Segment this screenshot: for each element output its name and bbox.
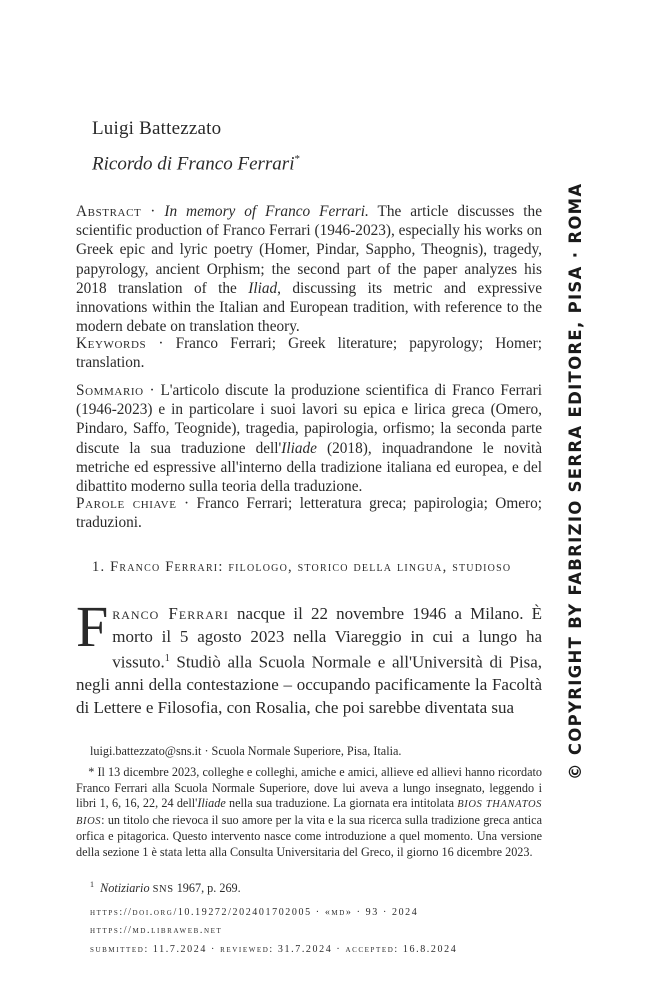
sommario-label: Sommario: [76, 382, 144, 399]
author-name: Luigi Battezzato: [92, 118, 222, 139]
copyright-text: © COPYRIGHT BY FABRIZIO SERRA EDITORE, PISA · ROMA: [566, 182, 585, 780]
body-name: ranco Ferrari: [112, 604, 229, 623]
copyright-sidebar: [566, 182, 594, 780]
drop-cap: F: [76, 594, 109, 659]
parole-chiave-label: Parole chiave: [76, 495, 177, 512]
footnote-1: $^1$ Notiziario SNS 1967, p. 269.: [90, 880, 241, 896]
journal-url[interactable]: https://md.libraweb.net: [90, 925, 223, 936]
keywords-paragraph: Keywords · Franco Ferrari; Greek literature; papyrology; Homer; translation.: [76, 335, 542, 372]
footnote-star: * Il 13 dicembre 2023, colleghe e colleghi, amiche e amici, allieve ed allievi hanno ricordato Franco Ferrari alla Scuola Normale Superiore, dove lui aveva a lungo insegnato, leggendo i libri 1, 6, 16, 22, 24 dell'Iliade nella sua traduzione. La giornata era intitolata BIOS THANATOS BIOS: un titolo che rievoca il suo amore per la vita e la sua ricerca sulla tradizione greca antica orfica e pitagorica. Questo intervento nasce come introduzione a quel momento. Una versione della sezione 1 è stata letta alla Consulta Universitaria del Greco, il giorno 16 dicembre 2023.: [76, 765, 542, 859]
abstract-title: In memory of Franco Ferrari.: [164, 203, 369, 220]
title-footnote-mark[interactable]: *: [294, 153, 300, 165]
abstract-label: Abstract: [76, 203, 142, 220]
doi-line[interactable]: https://doi.org/10.19272/202401702005 · «md» · 93 · 2024: [90, 907, 419, 918]
article-title: Ricordo di Franco Ferrari*: [92, 153, 300, 175]
keywords-label: Keywords: [76, 335, 147, 352]
dates-line: submitted: 11.7.2024 · reviewed: 31.7.2024 · accepted: 16.8.2024: [90, 944, 458, 955]
section-number: 1.: [92, 559, 106, 575]
section-heading: 1. Franco Ferrari: filologo, storico della lingua, studioso: [92, 559, 512, 575]
abstract-paragraph: Abstract · In memory of Franco Ferrari. The article discusses the scientific production of Franco Ferrari (1946-2023), especially his works on Greek epic and lyric poetry (Homer, Pindar, Sappho, Theognis), tragedy, papyrology, ancient Orphism; the second part of the paper analyzes his 2018 translation of the Iliad, discussing its metric and expressive innovations within the Italian and European tradition, with reference to the modern debate on translation theory.: [76, 203, 542, 336]
sommario-paragraph: Sommario · L'articolo discute la produzione scientifica di Franco Ferrari (1946-2023) e in particolare i suoi lavori su epica e lirica greca (Omero, Pindaro, Saffo, Teognide), tragedia, papirologia, orfismo; la seconda parte discute la sua traduzione dell'Iliade (2018), inquadrandone le novità metriche ed espressive all'interno della tradizione italiana ed europea, e del dibattito moderno sulla teoria della traduzione.: [76, 382, 543, 496]
affiliation-note: luigi.battezzato@sns.it · Scuola Normale Superiore, Pisa, Italia.: [90, 744, 402, 758]
parole-chiave-paragraph: Parole chiave · Franco Ferrari; letteratura greca; papirologia; Omero; traduzioni.: [76, 495, 543, 532]
footnote-ref-1[interactable]: 1: [164, 653, 170, 664]
body-paragraph: Franco Ferrari nacque il 22 novembre 1946 a Milano. È morto il 5 agosto 2023 nella Viareggio in cui a lungo ha vissuto.$^1$ Studiò alla Scuola Normale e all'Università di Pisa, negli anni della contestazione – occupando pacificamente la Facoltà di Lettere e Filosofia, con Rosalia, che poi sarebbe diventata sua: [76, 594, 542, 717]
